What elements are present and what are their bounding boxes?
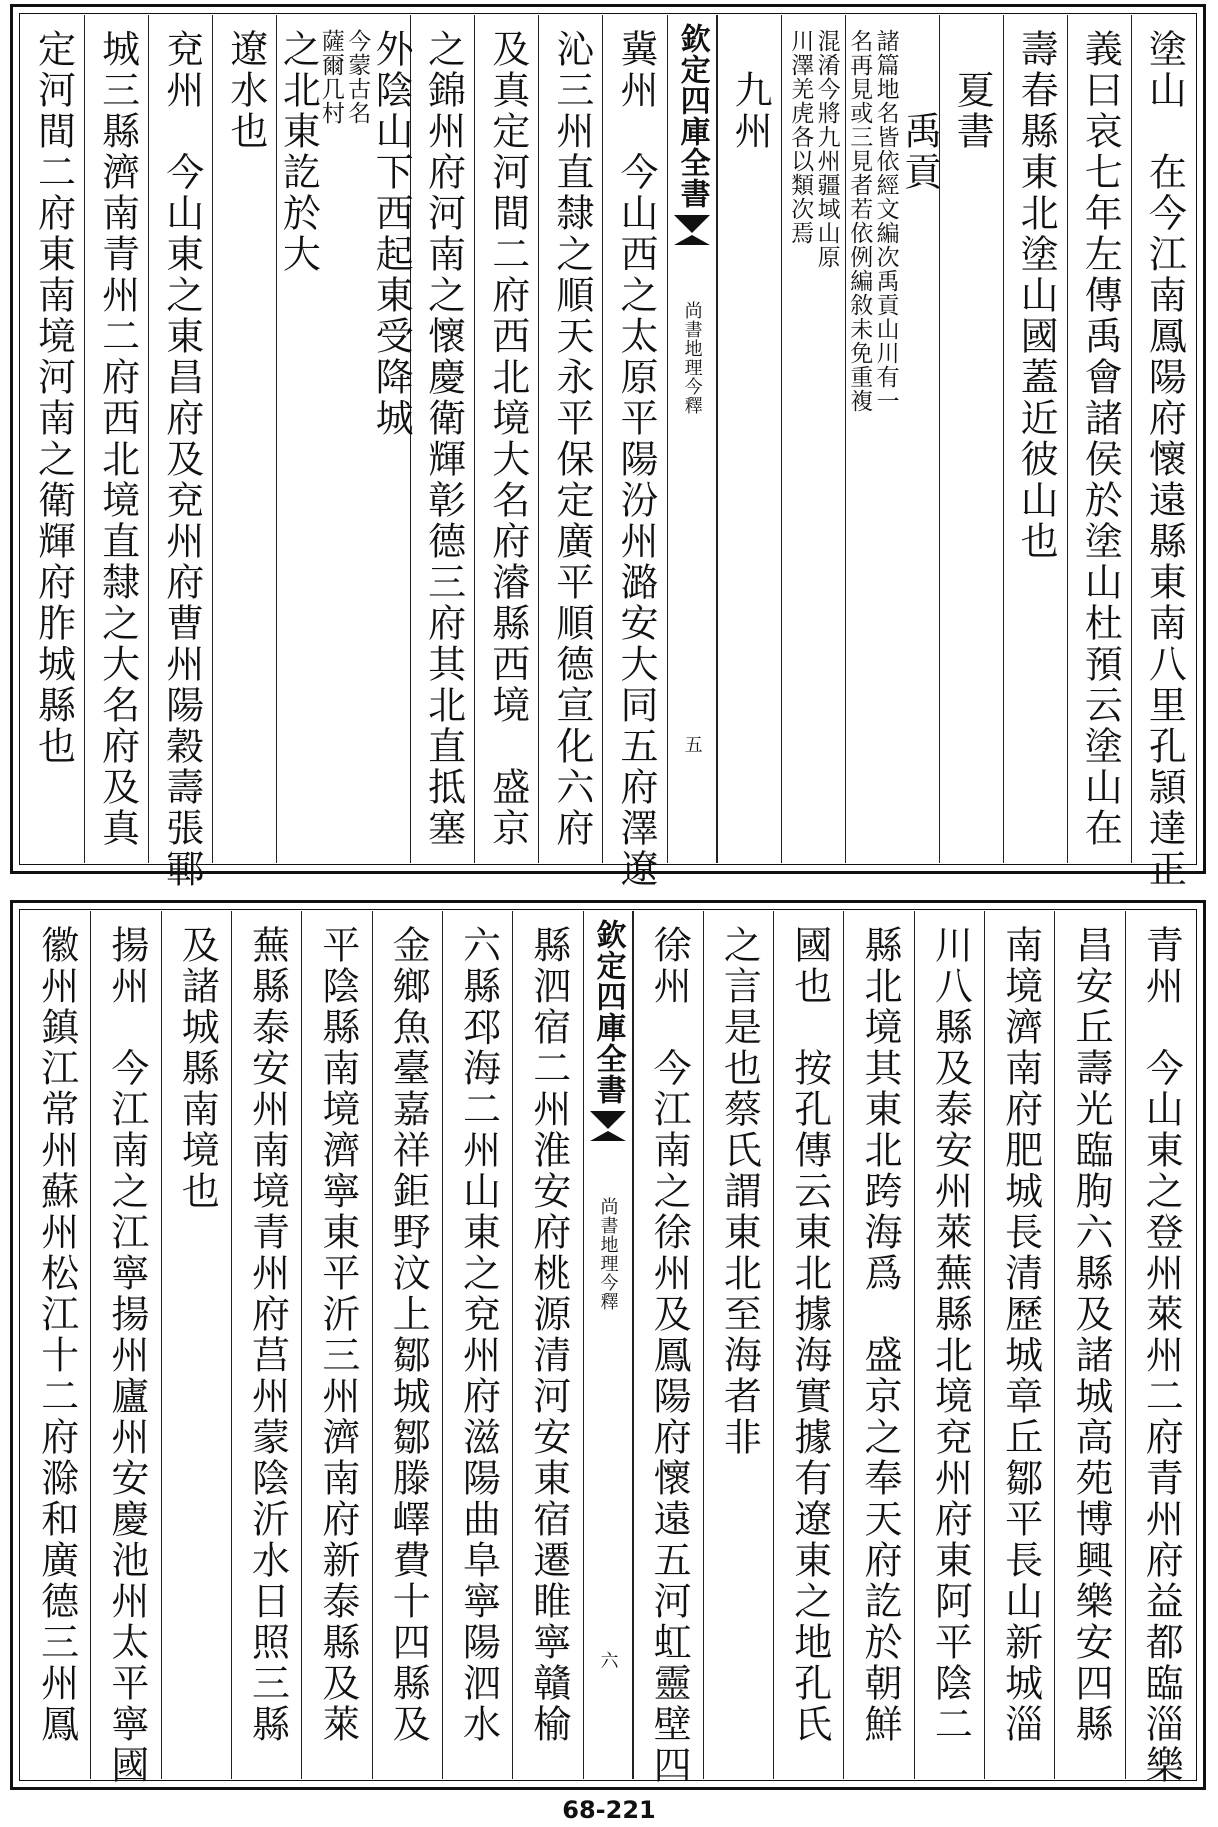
text-column: [602, 15, 666, 890]
text-column: [914, 911, 984, 1779]
text-column: [1054, 911, 1124, 1779]
column-text: 及諸城縣南境也: [175, 925, 220, 1212]
commentary-note: [787, 29, 840, 269]
column-text: 冀州 今山西之太原平陽汾州潞安大同五府澤遼: [613, 29, 658, 890]
column-text: 徽州鎮江常州蘇州松江十二府滁和廣德三州鳳: [34, 925, 79, 1745]
text-column: [1125, 911, 1195, 1786]
text-column: [1067, 15, 1131, 863]
column-text: 之言是也蔡氏謂東北至海者非: [717, 925, 762, 1458]
commentary-note: [846, 29, 899, 413]
text-column: [21, 15, 84, 863]
bottom-page-frame: [10, 900, 1206, 1790]
column-text: 南境濟南府肥城長清歷城章丘鄒平長山新城淄: [998, 925, 1043, 1745]
text-column: [161, 911, 231, 1779]
text-column: [1131, 15, 1195, 890]
note-line: 諸篇地名皆依經文編次禹貢山川有一: [872, 29, 899, 413]
column-text: 縣泗宿二州淮安府桃源清河安東宿遷睢寧贛榆: [526, 925, 571, 1745]
center-brand: 欽定四庫全書: [590, 919, 626, 1105]
column-text: 平陰縣南境濟寧東平沂三州濟南府新泰縣及萊: [315, 925, 360, 1745]
text-column: [474, 15, 538, 863]
column-text-tail: 之北東訖於大: [276, 29, 321, 275]
center-book-title: 尚書地理今釋: [597, 1197, 619, 1311]
column-text: 夏書: [950, 29, 995, 152]
center-brand: 欽定四庫全書: [674, 23, 710, 209]
note-line: 川澤羌虎各以類次焉: [787, 29, 814, 245]
column-text: 壽春縣東北塗山國蓋近彼山也: [1014, 29, 1059, 562]
text-column: [231, 911, 301, 1779]
text-column: [276, 15, 414, 863]
text-column: [90, 911, 160, 1786]
column-text: 沁三州直隸之順天永平保定廣平順德宣化六府: [549, 29, 594, 849]
note-line: 薩爾几村: [317, 29, 344, 125]
text-column: [212, 15, 276, 863]
column-text: 縣北境其東北跨海爲 盛京之奉天府訖於朝鮮: [858, 925, 903, 1745]
note-line: 名再見或三見者若依例編敘未免重複: [846, 29, 873, 413]
top-page-columns: [21, 15, 1195, 890]
text-column: [372, 911, 442, 1779]
text-column: [84, 15, 148, 863]
top-page-frame: [10, 4, 1206, 890]
text-column: [148, 15, 212, 890]
column-text: 昌安丘壽光臨朐六縣及諸城高苑博興樂安四縣: [1068, 925, 1113, 1745]
text-column: [984, 911, 1054, 1779]
bottom-page-columns: [21, 911, 1195, 1786]
page-footer-id: 68-221: [562, 1796, 656, 1824]
column-text: 兗州 今山東之東昌府及兗州府曹州陽穀壽張鄆: [159, 29, 204, 890]
column-text: 九州: [728, 29, 773, 152]
column-text: 城三縣濟南青州二府西北境直隸之大名府及真: [95, 29, 140, 849]
text-column: [781, 15, 845, 863]
column-text: 揚州 今江南之江寧揚州廬州安慶池州太平寧國: [104, 925, 149, 1786]
column-text: 六縣邳海二州山東之兗州府滋陽曲阜寧陽泗水: [456, 925, 501, 1745]
text-column: [843, 911, 913, 1779]
text-column: [442, 911, 512, 1779]
column-text: 禹貢: [897, 29, 942, 193]
center-fold: [583, 911, 633, 1779]
text-column: [717, 15, 781, 863]
text-column: [21, 911, 90, 1779]
note-line: 今蒙古名: [344, 29, 371, 125]
text-column: [845, 15, 942, 863]
center-book-title: 尚書地理今釋: [681, 301, 703, 415]
text-column: [1003, 15, 1067, 863]
fish-tail-mark: [590, 1111, 626, 1129]
column-text: 青州 今山東之登州萊州二府青州府益都臨淄樂: [1139, 925, 1184, 1786]
column-text: 金鄉魚臺嘉祥鉅野汶上鄒城鄒滕嶧費十四縣及: [386, 925, 431, 1745]
column-text: 蕪縣泰安州南境青州府莒州蒙陰沂水日照三縣: [245, 925, 290, 1745]
note-line: 混淆今將九州疆域山原: [813, 29, 840, 269]
commentary-note: [317, 29, 370, 125]
fish-tail-mark-lower: [674, 235, 710, 245]
column-text: 及真定河間二府西北境大名府濬縣西境 盛京: [485, 29, 530, 849]
text-column: [633, 911, 703, 1786]
column-text: 徐州 今江南之徐州及鳳陽府懷遠五河虹靈壁四: [647, 925, 692, 1786]
fish-tail-mark-lower: [590, 1131, 626, 1141]
text-column: [703, 911, 773, 1779]
center-fold: [667, 15, 717, 863]
text-column: [410, 15, 474, 863]
column-text: 定河間二府東南境河南之衛輝府胙城縣也: [31, 29, 76, 767]
center-page-number: 六: [597, 1651, 619, 1669]
column-text: 國也 按孔傳云東北據海實據有遼東之地孔氏: [787, 925, 832, 1745]
center-page-number: 五: [681, 735, 703, 753]
column-text: 外陰山下西起東受降城: [369, 29, 414, 439]
column-text: 遼水也: [223, 29, 268, 152]
text-column: [939, 15, 1003, 863]
column-text: 塗山 在今江南鳳陽府懷遠縣東南八里孔頴達正: [1142, 29, 1187, 890]
text-column: [538, 15, 602, 863]
column-text: 川八縣及泰安州萊蕪縣北境兗州府東阿平陰二: [928, 925, 973, 1745]
column-text: 之錦州府河南之懷慶衛輝彰德三府其北直抵塞: [421, 29, 466, 849]
text-column: [301, 911, 371, 1779]
text-column: [512, 911, 582, 1779]
fish-tail-mark: [674, 215, 710, 233]
column-text: 義曰哀七年左傳禹會諸侯於塗山杜預云塗山在: [1078, 29, 1123, 849]
text-column: [773, 911, 843, 1779]
